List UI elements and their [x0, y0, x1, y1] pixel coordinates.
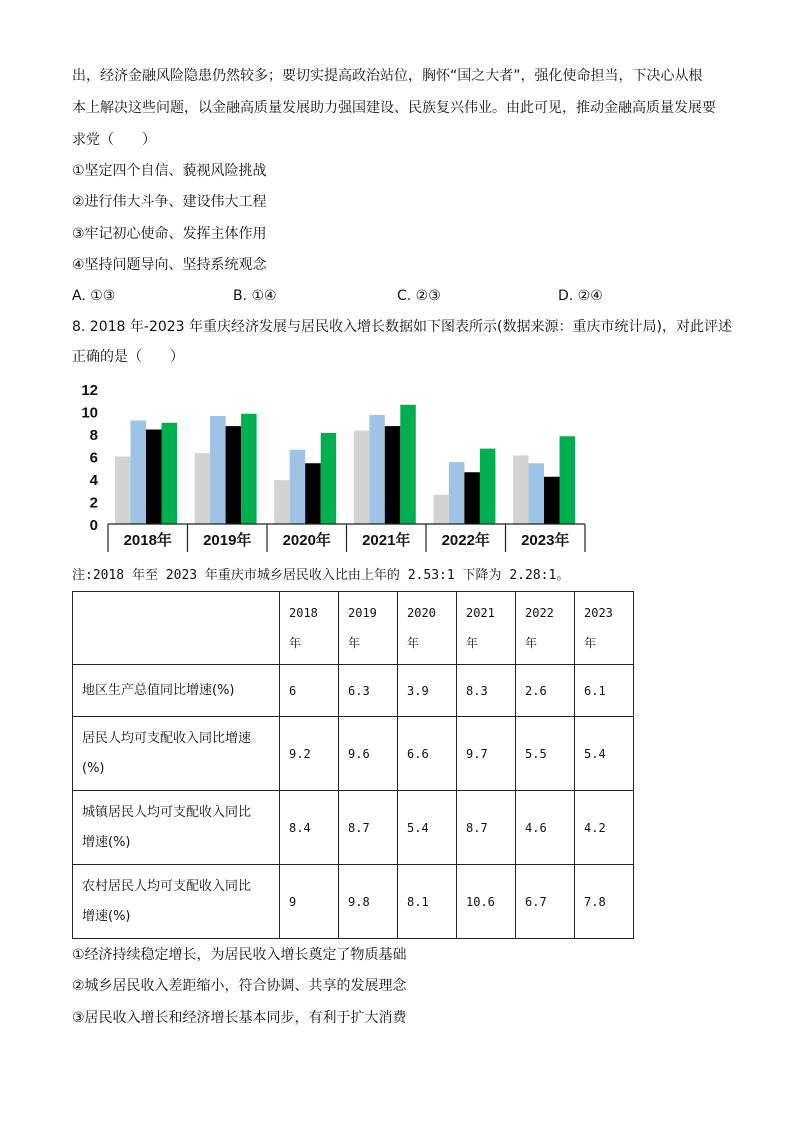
- y-tick-label: 10: [81, 404, 98, 422]
- value-cell: 9.2: [280, 717, 339, 791]
- indicator-label-text: 城镇居民人均可支配收入同比: [82, 804, 252, 820]
- bar: [195, 453, 211, 524]
- indicator-label-cell: [73, 665, 280, 717]
- q7-item-3: ③牢记初心使命、发挥主体作用: [72, 226, 267, 242]
- value-cell: 10.6: [457, 865, 516, 939]
- y-tick-label: 0: [89, 517, 98, 534]
- value-cell: 6.6: [398, 717, 457, 791]
- value-cell: 9.6: [339, 717, 398, 791]
- bar: [513, 455, 529, 524]
- x-tick-label: 2021年: [362, 532, 411, 549]
- year-header-text: 年: [289, 636, 302, 650]
- year-header-cell: [516, 592, 575, 665]
- bar: [115, 457, 131, 525]
- table-header-row: [73, 592, 634, 665]
- indicator-label-text: 居民人均可支配收入同比增速: [82, 730, 252, 746]
- year-header-text: 年: [348, 636, 361, 650]
- data-table: [72, 591, 634, 939]
- bar: [464, 472, 480, 524]
- x-tick-label: 2018年: [123, 532, 172, 549]
- year-header-text: 2019: [348, 606, 377, 620]
- year-header-cell: [575, 592, 634, 665]
- year-header-text: 2021: [466, 606, 495, 620]
- q7-option-b: B. ①④: [233, 288, 277, 304]
- y-tick-label: 6: [89, 449, 98, 467]
- y-tick-label: 2: [89, 494, 98, 512]
- intro-line-2: 本上解决这些问题，以金融高质量发展助力强国建设、民族复兴伟业。由此可见，推动金融高质量发展要: [72, 100, 716, 116]
- year-header-text: 2020: [407, 606, 436, 620]
- intro-line-3: 求党（ ）: [72, 132, 156, 148]
- indicator-label-text: 地区生产总值同比增速(%): [82, 682, 235, 698]
- bar: [241, 414, 257, 524]
- bar: [449, 462, 465, 524]
- year-header-cell: [457, 592, 516, 665]
- bar: [544, 477, 560, 524]
- table-row: [73, 791, 634, 865]
- value-cell: 6.7: [516, 865, 575, 939]
- table-corner-cell: [73, 592, 280, 665]
- x-tick-label: 2019年: [203, 532, 252, 549]
- y-tick-label: 8: [89, 427, 98, 444]
- x-tick-label: 2020年: [282, 532, 331, 549]
- indicator-label-text: 增速(%): [82, 908, 131, 924]
- bar: [354, 431, 370, 524]
- year-header-text: 年: [407, 636, 420, 650]
- bar: [210, 416, 226, 524]
- bar: [560, 436, 576, 524]
- value-cell: 5.4: [575, 717, 634, 791]
- value-cell: 8.1: [398, 865, 457, 939]
- indicator-label-text: 农村居民人均可支配收入同比: [82, 878, 252, 894]
- bar: [274, 480, 290, 524]
- statement-1: ①经济持续稳定增长，为居民收入增长奠定了物质基础: [72, 947, 407, 963]
- bar: [321, 433, 337, 524]
- x-tick-label: 2023年: [521, 532, 570, 549]
- intro-line-1: 出，经济金融风险隐患仍然较多；要切实提高政治站位，胸怀“国之大者”，强化使命担当，下决心从根: [72, 68, 703, 84]
- bar: [162, 423, 178, 524]
- value-cell: 8.7: [339, 791, 398, 865]
- bar: [433, 495, 449, 524]
- year-header-cell: [398, 592, 457, 665]
- value-cell: 4.2: [575, 791, 634, 865]
- table-row: [73, 717, 634, 791]
- year-header-text: 年: [584, 636, 597, 650]
- y-tick-label: 4: [89, 472, 98, 489]
- bar: [131, 421, 147, 525]
- value-cell: 9.7: [457, 717, 516, 791]
- q7-item-4: ④坚持问题导向、坚持系统观念: [72, 257, 267, 273]
- bar-chart: [72, 376, 592, 556]
- table-row: [73, 865, 634, 939]
- value-cell: 3.9: [398, 665, 457, 717]
- value-cell: 6: [280, 665, 339, 717]
- value-cell: 4.6: [516, 791, 575, 865]
- year-header-cell: [339, 592, 398, 665]
- year-header-text: 2018: [289, 606, 318, 620]
- year-header-text: 年: [525, 636, 538, 650]
- chart-note: 注:2018 年至 2023 年重庆市城乡居民收入比由上年的 2.53:1 下降为 2.28:1。: [72, 568, 570, 583]
- year-header-text: 2023: [584, 606, 613, 620]
- statement-3: ③居民收入增长和经济增长基本同步，有利于扩大消费: [72, 1010, 407, 1026]
- value-cell: 5.5: [516, 717, 575, 791]
- q7-option-c: C. ②③: [397, 288, 441, 304]
- statement-2: ②城乡居民收入差距缩小，符合协调、共享的发展理念: [72, 978, 407, 994]
- year-header-cell: [280, 592, 339, 665]
- table-row: [73, 665, 634, 717]
- q7-option-d: D. ②④: [558, 288, 603, 304]
- value-cell: 2.6: [516, 665, 575, 717]
- value-cell: 9: [280, 865, 339, 939]
- indicator-label-cell: [73, 717, 280, 791]
- indicator-label-text: (%): [82, 760, 105, 776]
- value-cell: 9.8: [339, 865, 398, 939]
- indicator-label-text: 增速(%): [82, 834, 131, 850]
- value-cell: 8.7: [457, 791, 516, 865]
- bar: [305, 463, 321, 524]
- year-header-text: 年: [466, 636, 479, 650]
- value-cell: 8.4: [280, 791, 339, 865]
- year-header-text: 2022: [525, 606, 554, 620]
- bar: [226, 426, 242, 524]
- bar: [385, 426, 401, 524]
- indicator-label-cell: [73, 865, 280, 939]
- value-cell: 7.8: [575, 865, 634, 939]
- bar: [529, 463, 545, 524]
- q7-item-2: ②进行伟大斗争、建设伟大工程: [72, 194, 267, 210]
- indicator-label-cell: [73, 791, 280, 865]
- bar: [480, 449, 496, 524]
- q7-option-a: A. ①③: [72, 288, 116, 304]
- q7-item-1: ①坚定四个自信、藐视风险挑战: [72, 163, 267, 179]
- bar: [146, 430, 162, 525]
- q8-stem-line-2: 正确的是（ ）: [72, 349, 184, 365]
- value-cell: 8.3: [457, 665, 516, 717]
- bar: [290, 450, 306, 524]
- y-tick-label: 12: [81, 382, 98, 399]
- bar: [400, 405, 416, 524]
- bar: [369, 415, 385, 524]
- value-cell: 5.4: [398, 791, 457, 865]
- x-tick-label: 2022年: [441, 532, 490, 549]
- value-cell: 6.1: [575, 665, 634, 717]
- value-cell: 6.3: [339, 665, 398, 717]
- q8-stem-line-1: 8. 2018 年-2023 年重庆经济发展与居民收入增长数据如下图表所示(数据来源：重庆市统计局)，对此评述: [72, 319, 732, 335]
